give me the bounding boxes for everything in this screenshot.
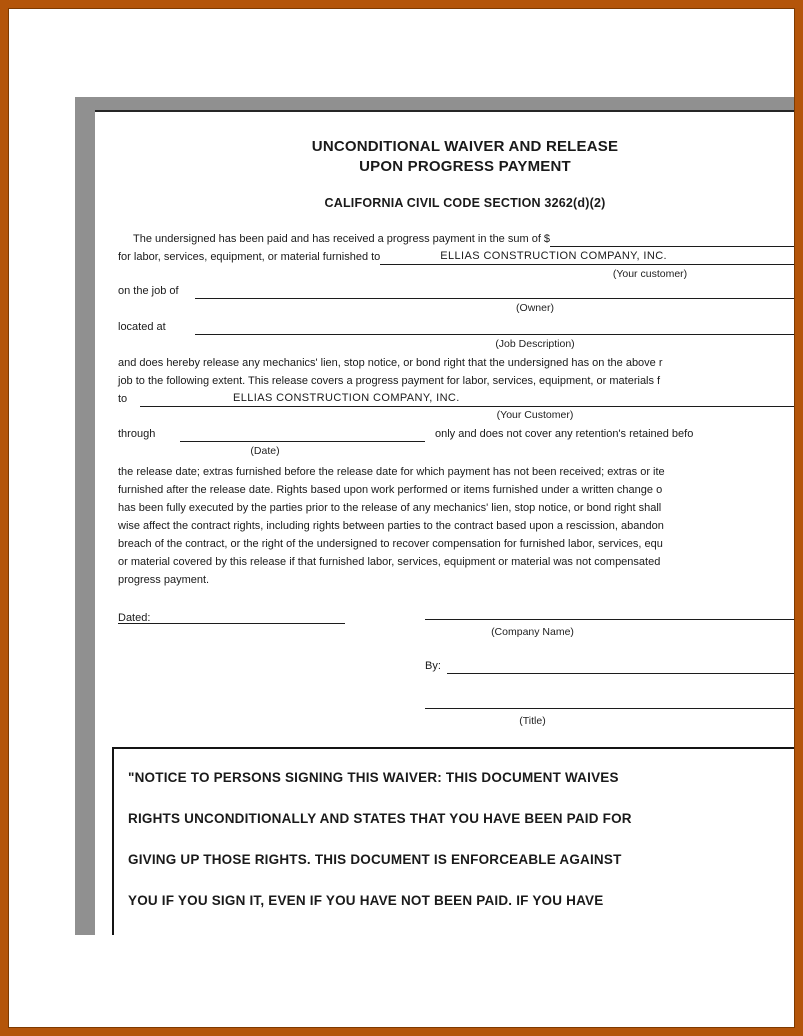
to-label: to <box>118 393 128 405</box>
intro-text: The undersigned has been paid and has received a progress payment in the sum of $ <box>133 233 551 245</box>
form-title-line1: UNCONDITIONAL WAIVER AND RELEASE <box>311 138 619 155</box>
through-label: through <box>118 428 156 440</box>
owner-caption: (Owner) <box>516 302 554 314</box>
to-customer-field <box>140 392 795 407</box>
notice-box <box>112 747 795 935</box>
body-line: the release date; extras furnished before the release date for which payment has not been received; extras or ite <box>118 466 665 478</box>
release-text-line-2: job to the following extent. This release covers a progress payment for labor, services, equipment, or materials f <box>118 375 661 387</box>
release-text-line-1: and does hereby release any mechanics' lien, stop notice, or bond right that the undersigned has on the above r <box>118 357 663 369</box>
through-line <box>118 427 693 442</box>
your-customer-caption-1: (Your customer) <box>612 268 688 280</box>
date-field <box>180 427 425 442</box>
title-caption: (Title) <box>519 715 546 727</box>
job-description-caption: (Job Description) <box>495 338 575 350</box>
notice-line: YOU IF YOU SIGN IT, EVEN IF YOU HAVE NOT BEEN PAID. IF YOU HAVE <box>128 893 604 908</box>
to-customer-value: ELLIAS CONSTRUCTION COMPANY, INC. <box>233 392 460 404</box>
notice-line: GIVING UP THOSE RIGHTS. THIS DOCUMENT IS ENFORCEABLE AGAINST <box>128 852 622 867</box>
notice-line: RIGHTS UNCONDITIONALLY AND STATES THAT YOU HAVE BEEN PAID FOR <box>128 811 632 826</box>
body-line: or material covered by this release if that furnished labor, services, equipment or material was not compensated <box>118 556 661 568</box>
scanned-document <box>75 97 795 935</box>
through-text: only and does not cover any retention's retained befo <box>435 428 694 440</box>
body-line: wise affect the contract rights, including rights between parties to the contract based upon a rescission, abandon <box>118 520 664 532</box>
job-line <box>118 284 795 299</box>
notice-line: "NOTICE TO PERSONS SIGNING THIS WAIVER: THIS DOCUMENT WAIVES <box>128 770 619 785</box>
company-name-caption: (Company Name) <box>491 626 574 638</box>
furnished-line <box>118 250 795 265</box>
by-signature-field <box>447 659 795 674</box>
civil-code-heading: CALIFORNIA CIVIL CODE SECTION 3262(d)(2) <box>324 196 606 210</box>
customer-name-field <box>380 250 795 265</box>
by-label: By: <box>425 660 441 672</box>
job-label: on the job of <box>118 285 179 297</box>
by-line <box>425 659 795 674</box>
dated-label: Dated: <box>118 612 151 624</box>
form-title-line2: UPON PROGRESS PAYMENT <box>359 158 571 175</box>
customer-name-value: ELLIAS CONSTRUCTION COMPANY, INC. <box>440 250 667 262</box>
to-line <box>118 392 795 407</box>
body-line: breach of the contract, or the right of the undersigned to recover compensation for furnished labor, services, equ <box>118 538 663 550</box>
sum-amount-field <box>550 232 795 247</box>
owner-field <box>195 284 795 299</box>
located-line <box>118 320 795 335</box>
furnished-label: for labor, services, equipment, or material furnished to <box>118 251 381 263</box>
your-customer-caption-2: (Your Customer) <box>496 409 574 421</box>
located-label: located at <box>118 321 166 333</box>
company-name-field <box>425 606 795 620</box>
body-line: has been fully executed by the parties prior to the release of any mechanics' lien, stop notice, or bond right shall <box>118 502 662 514</box>
body-paragraph <box>118 463 665 589</box>
dated-line <box>118 608 345 624</box>
waiver-form-page <box>95 110 795 935</box>
title-field <box>425 695 795 709</box>
intro-line <box>133 232 795 247</box>
date-caption: (Date) <box>250 445 280 457</box>
body-line: furnished after the release date. Rights based upon work performed or items furnished under a written change o <box>118 484 663 496</box>
body-line: progress payment. <box>118 574 210 586</box>
job-description-field <box>195 320 795 335</box>
